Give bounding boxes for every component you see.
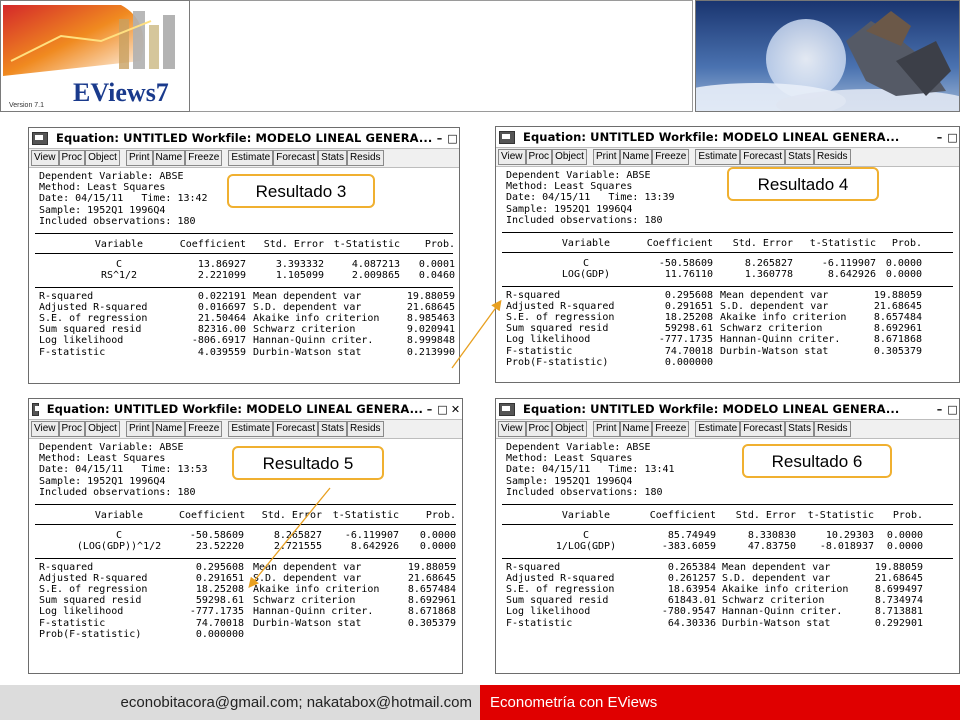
output-header-line: Method: Least Squares (39, 453, 166, 465)
column-header-coefficient: Coefficient (646, 238, 713, 249)
std-error-value: 8.330830 (747, 530, 796, 542)
stat-right-label: Schwarz criterion (253, 324, 356, 336)
stat-right-label: Mean dependent var (720, 289, 829, 301)
toolbar-name-button[interactable]: Name (153, 150, 186, 166)
stat-label: Adjusted R-squared (506, 300, 615, 312)
t-statistic-value: 4.087213 (351, 259, 400, 271)
stat-right-value: 8.657484 (873, 312, 922, 323)
stat-value: 59298.61 (664, 323, 713, 335)
regressor-name: C (582, 530, 590, 542)
coefficient-value: 13.86927 (197, 259, 246, 271)
stat-right-value: 21.68645 (406, 301, 455, 313)
prob-value: 0.0000 (885, 269, 922, 281)
toolbar-proc-button[interactable]: Proc (59, 150, 86, 166)
std-error-value: 8.265827 (273, 530, 322, 542)
regressor-name: C (115, 259, 123, 271)
toolbar-print-button[interactable]: Print (593, 421, 620, 437)
stat-value: -806.6917 (191, 335, 246, 347)
toolbar-print-button[interactable]: Print (126, 150, 153, 166)
toolbar-proc-button[interactable]: Proc (526, 149, 553, 165)
toolbar-forecast-button[interactable]: Forecast (273, 421, 318, 437)
column-header-std-error: Std. Error (735, 510, 796, 521)
close-icon[interactable]: ✕ (450, 402, 461, 416)
t-statistic-value: 8.642926 (350, 541, 399, 553)
output-header-line: Included observations: 180 (39, 486, 196, 498)
column-header-variable: Variable (561, 510, 611, 521)
stat-right-value: 0.305379 (873, 345, 922, 357)
toolbar-name-button[interactable]: Name (620, 149, 653, 165)
output-header-line: Date: 04/15/11 Time: 13:41 (506, 464, 675, 476)
stat-right-value: 8.692961 (873, 323, 922, 335)
stat-label: S.E. of regression (39, 584, 148, 595)
column-header-prob: Prob. (892, 510, 923, 521)
stat-label: Prob(F-statistic) (506, 356, 609, 368)
stat-right-label: S.D. dependent var (253, 572, 362, 584)
output-header-line: Method: Least Squares (506, 453, 633, 465)
footer-course: Econometría con EViews (480, 685, 960, 720)
regressor-name: C (582, 258, 590, 270)
column-header-prob: Prob. (425, 510, 456, 521)
column-header-variable: Variable (561, 238, 611, 249)
toolbar-stats-button[interactable]: Stats (785, 421, 814, 437)
maximize-icon[interactable]: □ (947, 402, 958, 416)
stat-value: 59298.61 (195, 595, 244, 607)
stat-value: 82316.00 (197, 324, 246, 336)
footer-emails: econobitacora@gmail.com; nakatabox@hotmail.com (0, 685, 480, 720)
toolbar-resids-button[interactable]: Resids (814, 421, 851, 437)
output-header-line: Included observations: 180 (39, 215, 196, 227)
std-error-value: 1.360778 (744, 269, 793, 281)
t-statistic-value: 8.642926 (827, 269, 876, 281)
toolbar-resids-button[interactable]: Resids (347, 421, 384, 437)
stat-right-label: Hannan-Quinn criter. (253, 335, 374, 347)
stat-right-label: Schwarz criterion (722, 595, 825, 607)
std-error-value: 3.393332 (275, 259, 324, 271)
toolbar-forecast-button[interactable]: Forecast (273, 150, 318, 166)
stat-label: R-squared (506, 561, 561, 573)
output-header-line: Dependent Variable: ABSE (39, 442, 184, 453)
toolbar-object-button[interactable]: Object (552, 149, 587, 165)
stat-right-value: 19.88059 (406, 290, 455, 302)
column-header-std-error: Std. Error (732, 238, 793, 249)
toolbar-estimate-button[interactable]: Estimate (695, 149, 740, 165)
stat-label: Sum squared resid (39, 324, 142, 336)
stat-label: Adjusted R-squared (506, 572, 615, 584)
stat-value: 21.50464 (197, 313, 246, 324)
stat-right-value: 8.985463 (406, 313, 455, 324)
stat-right-value: 21.68645 (873, 300, 922, 312)
stat-right-value: 8.999848 (406, 335, 455, 347)
regressor-name: RS^1/2 (100, 270, 138, 282)
stat-right-value: 19.88059 (873, 289, 922, 301)
toolbar-freeze-button[interactable]: Freeze (652, 421, 689, 437)
toolbar-stats-button[interactable]: Stats (318, 150, 347, 166)
regressor-name: C (115, 530, 123, 542)
stat-right-value: 19.88059 (874, 561, 923, 573)
column-header-coefficient: Coefficient (649, 510, 716, 521)
std-error-value: 2.721555 (273, 541, 322, 553)
stat-label: F-statistic (39, 346, 106, 358)
stat-right-label: Schwarz criterion (720, 323, 823, 335)
stat-value: 74.70018 (664, 345, 713, 357)
std-error-value: 1.105099 (275, 270, 324, 282)
prob-value: 0.0000 (419, 530, 456, 542)
output-header-line: Sample: 1952Q1 1996Q4 (39, 204, 166, 216)
stat-value: 0.265384 (667, 561, 716, 573)
stat-right-label: Mean dependent var (253, 290, 362, 302)
output-header-line: Included observations: 180 (506, 486, 663, 498)
stat-label: Sum squared resid (506, 323, 609, 335)
stat-value: 61843.01 (667, 595, 716, 607)
logo-product: EViews7 (73, 78, 169, 107)
maximize-icon[interactable]: □ (947, 130, 958, 144)
stat-label: Log likelihood (39, 606, 124, 618)
column-header-t-statistic: t-Statistic (809, 238, 876, 249)
output-header-line: Sample: 1952Q1 1996Q4 (39, 475, 166, 487)
arrow-to-resultado-5 (250, 488, 330, 586)
stat-label: Sum squared resid (506, 595, 609, 607)
toolbar-stats-button[interactable]: Stats (318, 421, 347, 437)
stat-value: 4.039559 (197, 346, 246, 358)
stat-value: 18.63954 (667, 584, 716, 595)
column-header-variable: Variable (94, 510, 144, 521)
std-error-value: 47.83750 (747, 541, 796, 553)
stat-value: 0.295608 (195, 561, 244, 573)
t-statistic-value: 2.009865 (351, 270, 400, 282)
toolbar-name-button[interactable]: Name (153, 421, 186, 437)
output-header-line: Dependent Variable: ABSE (506, 170, 651, 181)
column-header-t-statistic: t-Statistic (807, 510, 874, 521)
toolbar-resids-button[interactable]: Resids (814, 149, 851, 165)
regressor-name: LOG(GDP) (561, 269, 611, 281)
stat-value: -780.9547 (661, 606, 716, 618)
toolbar-object-button[interactable]: Object (85, 150, 120, 166)
toolbar-forecast-button[interactable]: Forecast (740, 421, 785, 437)
stat-value: 0.261257 (667, 572, 716, 584)
toolbar-stats-button[interactable]: Stats (785, 149, 814, 165)
stat-value: 0.000000 (664, 356, 713, 368)
stat-label: S.E. of regression (506, 584, 615, 595)
stat-right-value: 0.305379 (407, 617, 456, 629)
stat-value: 18.25208 (664, 312, 713, 323)
output-header-line: Sample: 1952Q1 1996Q4 (506, 475, 633, 487)
stat-right-label: S.D. dependent var (722, 572, 831, 584)
prob-value: 0.0000 (885, 258, 922, 270)
output-header-line: Included observations: 180 (506, 214, 663, 226)
t-statistic-value: 10.29303 (825, 530, 874, 542)
stat-right-label: S.D. dependent var (720, 300, 829, 312)
stat-right-label: Hannan-Quinn criter. (720, 334, 841, 346)
minimize-icon[interactable]: – (936, 402, 943, 416)
stat-label: F-statistic (506, 617, 573, 629)
stat-label: Sum squared resid (39, 595, 142, 607)
column-header-variable: Variable (94, 239, 144, 250)
stat-right-value: 21.68645 (407, 572, 456, 584)
stat-right-label: Akaike info criterion (722, 584, 849, 595)
toolbar-estimate-button[interactable]: Estimate (695, 421, 740, 437)
toolbar-print-button[interactable]: Print (126, 421, 153, 437)
stat-value: 64.30336 (667, 617, 716, 629)
regressor-name: (LOG(GDP))^1/2 (76, 541, 162, 553)
maximize-icon[interactable]: □ (437, 402, 448, 416)
stat-value: -777.1735 (658, 334, 713, 346)
stat-right-value: 0.292901 (874, 617, 923, 629)
toolbar-view-button[interactable]: View (31, 150, 59, 166)
toolbar-freeze-button[interactable]: Freeze (185, 421, 222, 437)
output-header-line: Method: Least Squares (506, 181, 633, 193)
column-header-t-statistic: t-Statistic (333, 239, 400, 250)
stat-label: S.E. of regression (39, 313, 148, 324)
minimize-icon[interactable]: – (426, 402, 433, 416)
toolbar-view-button[interactable]: View (498, 149, 526, 165)
stat-label: Log likelihood (506, 334, 591, 346)
stat-label: Log likelihood (506, 606, 591, 618)
stat-right-label: Mean dependent var (253, 561, 362, 573)
toolbar-freeze-button[interactable]: Freeze (185, 150, 222, 166)
stat-value: 0.016697 (197, 301, 246, 313)
output-header-line: Date: 04/15/11 Time: 13:53 (39, 464, 208, 476)
toolbar-estimate-button[interactable]: Estimate (228, 421, 273, 437)
stat-right-label: Hannan-Quinn criter. (722, 606, 843, 618)
column-header-coefficient: Coefficient (179, 239, 246, 250)
output-header-line: Sample: 1952Q1 1996Q4 (506, 203, 633, 215)
column-header-std-error: Std. Error (263, 239, 324, 250)
stat-right-label: Akaike info criterion (720, 312, 847, 323)
label-resultado-6: Resultado 6 (742, 444, 892, 478)
stat-right-value: 8.671868 (873, 334, 922, 346)
toolbar-object-button[interactable]: Object (85, 421, 120, 437)
stat-value: 0.291651 (195, 572, 244, 584)
output-header-line: Dependent Variable: ABSE (39, 171, 184, 182)
coefficient-value: -50.58609 (658, 258, 713, 270)
stat-label: Log likelihood (39, 335, 124, 347)
stat-right-label: Durbin-Watson stat (720, 345, 829, 357)
column-header-prob: Prob. (891, 238, 922, 249)
stat-right-value: 8.671868 (407, 606, 456, 618)
stat-right-value: 9.020941 (406, 324, 455, 336)
stat-right-value: 8.657484 (407, 584, 456, 595)
label-resultado-3: Resultado 3 (227, 174, 375, 208)
coefficient-value: -383.6059 (661, 541, 716, 553)
column-header-t-statistic: t-Statistic (332, 510, 399, 521)
minimize-icon[interactable]: – (436, 131, 443, 145)
stat-label: F-statistic (506, 345, 573, 357)
stat-label: R-squared (39, 290, 94, 302)
stat-right-value: 8.713881 (874, 606, 923, 618)
prob-value: 0.0001 (418, 259, 455, 271)
stat-right-value: 8.699497 (874, 584, 923, 595)
output-header-line: Date: 04/15/11 Time: 13:42 (39, 193, 208, 205)
stat-label: S.E. of regression (506, 312, 615, 323)
stat-right-label: Durbin-Watson stat (253, 346, 362, 358)
column-header-coefficient: Coefficient (179, 510, 246, 521)
stat-right-label: S.D. dependent var (253, 301, 362, 313)
toolbar-resids-button[interactable]: Resids (347, 150, 384, 166)
column-header-prob: Prob. (424, 239, 455, 250)
output-header-line: Dependent Variable: ABSE (506, 442, 651, 453)
stat-right-label: Schwarz criterion (253, 595, 356, 607)
toolbar-proc-button[interactable]: Proc (526, 421, 553, 437)
window-title: Equation: UNTITLED Workfile: MODELO LINEAL GENERA... (523, 402, 900, 416)
window-title: Equation: UNTITLED Workfile: MODELO LINEAL GENERA... (46, 402, 423, 416)
toolbar-forecast-button[interactable]: Forecast (740, 149, 785, 165)
stat-value: 0.022191 (197, 290, 246, 302)
prob-value: 0.0000 (886, 541, 923, 553)
prob-value: 0.0460 (418, 270, 455, 282)
toolbar-name-button[interactable]: Name (620, 421, 653, 437)
regressor-name: 1/LOG(GDP) (555, 541, 617, 553)
stat-right-label: Durbin-Watson stat (722, 617, 831, 629)
toolbar-view-button[interactable]: View (498, 421, 526, 437)
stat-right-label: Hannan-Quinn criter. (253, 606, 374, 618)
stat-label: R-squared (506, 289, 561, 301)
stat-right-value: 8.734974 (874, 595, 923, 607)
stat-right-label: Durbin-Watson stat (253, 617, 362, 629)
toolbar-proc-button[interactable]: Proc (59, 421, 86, 437)
stat-right-label: Akaike info criterion (253, 584, 380, 595)
t-statistic-value: -6.119907 (344, 530, 399, 542)
stat-value: 0.291651 (664, 300, 713, 312)
maximize-icon[interactable]: □ (447, 131, 458, 145)
stat-right-label: Mean dependent var (722, 561, 831, 573)
stat-value: 18.25208 (195, 584, 244, 595)
window-title: Equation: UNTITLED Workfile: MODELO LINEAL GENERA... (56, 131, 433, 145)
output-header-line: Method: Least Squares (39, 182, 166, 194)
toolbar-print-button[interactable]: Print (593, 149, 620, 165)
coefficient-value: -50.58609 (189, 530, 244, 542)
minimize-icon[interactable]: – (936, 130, 943, 144)
label-resultado-4: Resultado 4 (727, 167, 879, 201)
std-error-value: 8.265827 (744, 258, 793, 270)
t-statistic-value: -6.119907 (821, 258, 876, 270)
stat-value: 74.70018 (195, 617, 244, 629)
coefficient-value: 2.221099 (197, 270, 246, 282)
arrow-to-resultado-4 (452, 302, 500, 368)
coefficient-value: 85.74949 (667, 530, 716, 542)
coefficient-value: 23.52220 (195, 541, 244, 553)
coefficient-value: 11.76110 (664, 269, 713, 281)
stat-value: 0.295608 (664, 289, 713, 301)
stat-right-value: 21.68645 (874, 572, 923, 584)
t-statistic-value: -8.018937 (819, 541, 874, 553)
stat-value: -777.1735 (189, 606, 244, 618)
stat-right-value: 0.213990 (406, 346, 455, 358)
toolbar-estimate-button[interactable]: Estimate (228, 150, 273, 166)
toolbar-freeze-button[interactable]: Freeze (652, 149, 689, 165)
stat-value: 0.000000 (195, 628, 244, 640)
stat-label: Adjusted R-squared (39, 301, 148, 313)
label-resultado-5: Resultado 5 (232, 446, 384, 480)
stat-right-label: Akaike info criterion (253, 313, 380, 324)
toolbar-object-button[interactable]: Object (552, 421, 587, 437)
column-header-std-error: Std. Error (261, 510, 322, 521)
stat-label: Adjusted R-squared (39, 572, 148, 584)
stat-right-value: 19.88059 (407, 561, 456, 573)
prob-value: 0.0000 (886, 530, 923, 542)
stat-right-value: 8.692961 (407, 595, 456, 607)
prob-value: 0.0000 (419, 541, 456, 553)
logo-version: Version 7.1 (9, 102, 45, 109)
stat-label: F-statistic (39, 617, 106, 629)
window-title: Equation: UNTITLED Workfile: MODELO LINEAL GENERA... (523, 130, 900, 144)
stat-label: Prob(F-statistic) (39, 628, 142, 640)
stat-label: R-squared (39, 561, 94, 573)
output-header-line: Date: 04/15/11 Time: 13:39 (506, 192, 675, 204)
toolbar-view-button[interactable]: View (31, 421, 59, 437)
